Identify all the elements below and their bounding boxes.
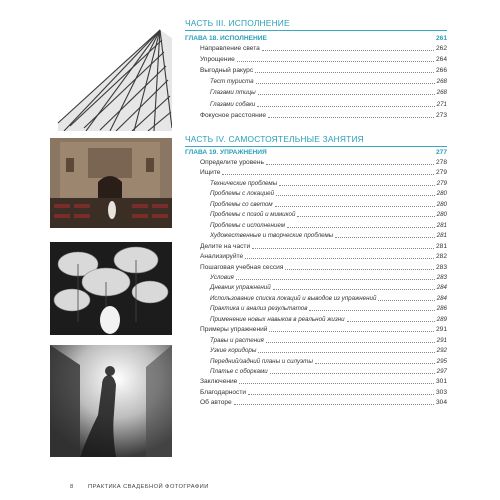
book-title: ПРАКТИКА СВАДЕБНОЙ ФОТОГРАФИИ xyxy=(88,484,209,490)
dot-leader xyxy=(273,289,435,290)
toc-entry xyxy=(200,45,447,53)
dot-leader xyxy=(222,174,434,175)
entry-title: Благодарности xyxy=(200,388,247,396)
toc-subentry xyxy=(210,78,447,86)
entry-page: 301 xyxy=(435,378,447,386)
entry-title: Проблемы с локацией xyxy=(210,190,275,198)
toc-subentry xyxy=(210,358,447,366)
dot-leader xyxy=(270,373,435,374)
dot-leader xyxy=(252,248,434,249)
entry-page: 281 xyxy=(435,242,447,250)
entry-page: 281 xyxy=(436,221,447,229)
entry-title: Узкие коридоры xyxy=(210,347,257,355)
entry-page: 291 xyxy=(436,336,447,344)
pyramid-photo xyxy=(50,18,172,131)
entry-title: Применение новых навыков в реальной жизни xyxy=(210,315,345,323)
dot-leader xyxy=(236,279,435,280)
toc-entry xyxy=(200,326,447,334)
entry-title: Глазами собаки xyxy=(210,100,256,108)
toc-entry xyxy=(200,56,447,64)
dot-leader xyxy=(239,383,434,384)
entry-page: 284 xyxy=(436,294,447,302)
dot-leader xyxy=(258,352,434,353)
entry-page: 297 xyxy=(436,368,447,375)
dot-leader xyxy=(248,394,434,395)
corridor-photo xyxy=(50,345,172,457)
toc-entry xyxy=(200,389,447,397)
entry-title: Пошаговая учебная сессия xyxy=(200,263,284,271)
entry-page: 262 xyxy=(435,45,447,52)
entry-page: 278 xyxy=(435,159,447,166)
dot-leader xyxy=(256,83,435,84)
toc-entry xyxy=(200,159,447,167)
entry-title: Платье с оборками xyxy=(210,368,268,375)
entry-page: 273 xyxy=(435,111,447,119)
dot-leader xyxy=(279,185,435,186)
toc-subentry xyxy=(210,222,447,230)
dot-leader xyxy=(245,258,434,259)
entry-page: 268 xyxy=(436,78,447,86)
entry-page: 280 xyxy=(436,190,447,198)
entry-title: Проблемы с исполнением xyxy=(210,221,285,229)
entry-title: Проблемы со светом xyxy=(210,200,273,208)
toc-subentry xyxy=(210,89,447,97)
entry-title: Выгодный ракурс xyxy=(200,67,254,75)
dot-leader xyxy=(266,164,434,165)
dot-leader xyxy=(335,237,434,238)
dot-leader xyxy=(258,94,435,95)
entry-title: Об авторе xyxy=(200,399,232,407)
entry-page: 280 xyxy=(436,200,447,208)
dot-leader xyxy=(234,404,434,405)
toc-entry xyxy=(200,112,447,120)
entry-page: 280 xyxy=(436,211,447,219)
entry-page: 271 xyxy=(436,100,447,108)
dot-leader xyxy=(266,342,435,343)
dot-leader xyxy=(255,72,434,73)
dot-leader xyxy=(269,331,434,332)
entry-page: 286 xyxy=(436,305,447,313)
entry-page: 279 xyxy=(436,179,447,187)
dot-leader xyxy=(285,269,434,270)
entry-title: Анализируйте xyxy=(200,253,244,261)
dot-leader xyxy=(315,363,435,364)
toc-subentry xyxy=(210,211,447,219)
entry-page: 266 xyxy=(435,67,447,75)
entry-title: Определите уровень xyxy=(200,159,264,166)
divider xyxy=(185,30,447,31)
umbrellas-photo xyxy=(50,242,172,335)
toc-subentry xyxy=(210,190,447,198)
toc-subentry xyxy=(210,101,447,109)
entry-title: Ищите xyxy=(200,169,221,177)
entry-title: Фокусное расстояние xyxy=(200,111,267,119)
chapter-heading xyxy=(185,149,447,156)
entry-page: 291 xyxy=(435,326,447,334)
entry-page: 304 xyxy=(435,399,447,407)
entry-title: Делите на части xyxy=(200,242,251,250)
dot-leader xyxy=(268,117,434,118)
toc-entry xyxy=(200,378,447,386)
toc-subentry xyxy=(210,305,447,313)
chapter-title: ГЛАВА 18. ИСПОЛНЕНИЕ xyxy=(185,35,267,42)
page-number: 8 xyxy=(70,484,74,490)
entry-page: 289 xyxy=(436,315,447,323)
entry-title: Условия xyxy=(210,273,234,281)
dot-leader xyxy=(237,61,434,62)
entry-title: Тест туриста xyxy=(210,78,254,86)
toc-entry xyxy=(200,243,447,251)
part-title: ЧАСТЬ IV. САМОСТОЯТЕЛЬНЫЕ ЗАНЯТИЯ xyxy=(185,134,364,144)
entry-title: Направление света xyxy=(200,45,260,52)
entry-title: Упрощение xyxy=(200,56,235,64)
toc-entry xyxy=(200,399,447,407)
entry-page: 282 xyxy=(435,253,447,261)
dot-leader xyxy=(309,310,434,311)
entry-title: Использование списка локаций и выводов из упражнений xyxy=(210,294,377,302)
toc-subentry xyxy=(210,316,447,324)
entry-title: Заключение xyxy=(200,378,238,386)
church-photo xyxy=(50,138,172,228)
entry-title: Практика и анализ результатов xyxy=(210,305,308,313)
dot-leader xyxy=(257,106,434,107)
entry-title: Глазами птицы xyxy=(210,89,256,97)
toc-subentry xyxy=(210,201,447,209)
entry-page: 283 xyxy=(435,263,447,271)
divider xyxy=(185,146,447,147)
toc-entry xyxy=(200,169,447,177)
toc-subentry xyxy=(210,274,447,282)
toc-entry xyxy=(200,264,447,272)
entry-page: 284 xyxy=(436,284,447,292)
toc-entry xyxy=(200,67,447,75)
chapter-page: 261 xyxy=(435,35,447,42)
entry-page: 303 xyxy=(435,388,447,396)
part-title: ЧАСТЬ III. ИСПОЛНЕНИЕ xyxy=(185,18,290,28)
dot-leader xyxy=(297,216,434,217)
dot-leader xyxy=(347,321,435,322)
entry-title: Примеры упражнений xyxy=(200,326,268,334)
entry-title: Проблемы с позой и мимикой xyxy=(210,211,296,219)
toc-subentry xyxy=(210,284,447,292)
dot-leader xyxy=(262,50,434,51)
entry-page: 295 xyxy=(436,357,447,365)
entry-page: 283 xyxy=(436,273,447,281)
entry-page: 268 xyxy=(436,89,447,97)
entry-title: Травы и растения xyxy=(210,336,264,344)
entry-title: Технические проблемы xyxy=(210,179,278,187)
entry-title: Передний/задний планы и силуэты xyxy=(210,357,313,365)
entry-page: 279 xyxy=(435,169,447,177)
toc-subentry xyxy=(210,295,447,303)
dot-leader xyxy=(275,206,435,207)
entry-page: 292 xyxy=(436,347,447,355)
chapter-page: 277 xyxy=(435,149,447,156)
toc-subentry xyxy=(210,180,447,188)
dot-leader xyxy=(378,300,434,301)
toc-subentry xyxy=(210,337,447,345)
toc-entry xyxy=(200,253,447,261)
chapter-title: ГЛАВА 19. УПРАЖНЕНИЯ xyxy=(185,149,267,156)
dot-leader xyxy=(287,227,435,228)
toc-subentry xyxy=(210,347,447,355)
entry-page: 281 xyxy=(436,232,447,240)
page-footer xyxy=(70,484,209,490)
toc-subentry xyxy=(210,232,447,240)
entry-title: Дневник упражнений xyxy=(210,284,271,292)
dot-leader xyxy=(276,195,435,196)
toc-subentry xyxy=(210,368,447,376)
entry-page: 264 xyxy=(435,56,447,64)
entry-title: Художественные и творческие проблемы xyxy=(210,232,334,240)
chapter-heading xyxy=(185,35,447,42)
